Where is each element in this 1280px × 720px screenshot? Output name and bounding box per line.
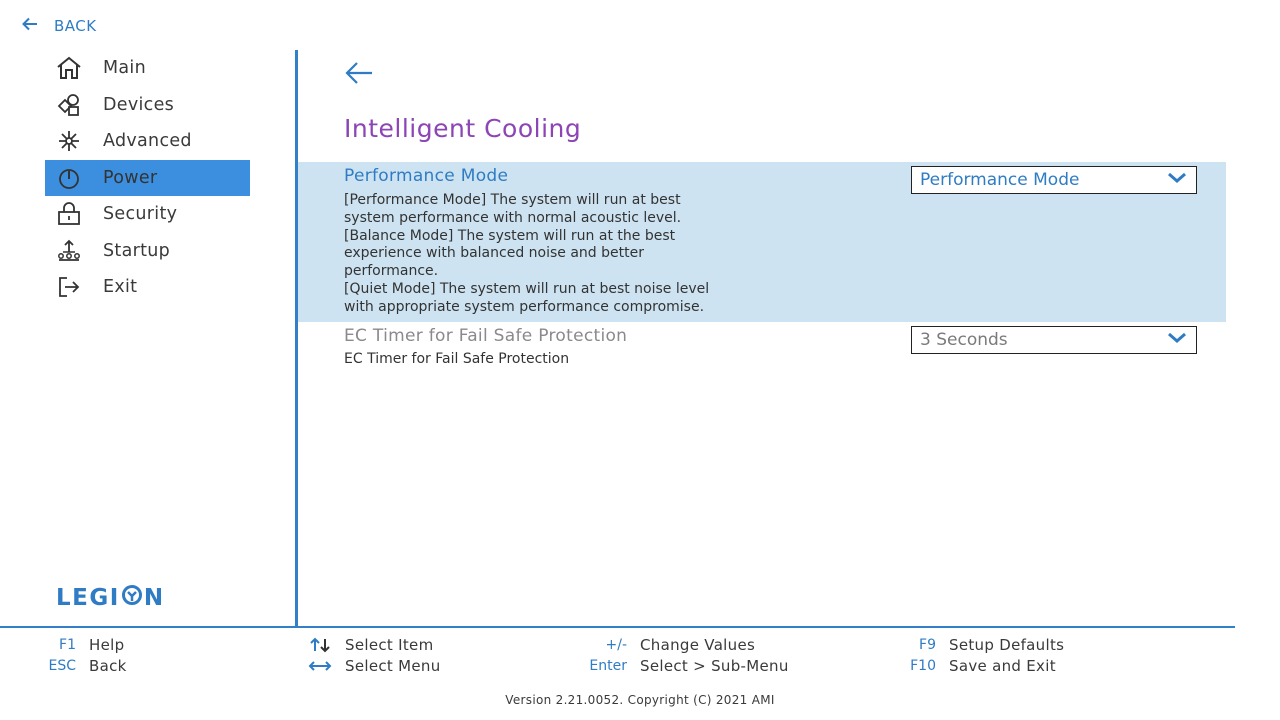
up-down-arrows-icon [308, 637, 332, 657]
sidebar-item-label: Power [103, 167, 158, 188]
back-arrow-icon [342, 73, 376, 92]
sidebar-item-label: Startup [103, 240, 171, 261]
logo-o-icon [120, 584, 144, 612]
key-select-menu-desc: Select Menu [345, 657, 441, 675]
top-back-button[interactable] [20, 14, 97, 38]
sidebar-item-devices[interactable] [45, 87, 250, 124]
page-title: Intelligent Cooling [344, 114, 582, 143]
page-back-button[interactable] [342, 58, 376, 88]
home-icon [53, 55, 85, 81]
sidebar-divider [295, 50, 298, 628]
left-right-arrows-icon [308, 658, 332, 678]
key-enter-desc: Select > Sub-Menu [640, 657, 789, 675]
key-plus-minus: +/- [605, 637, 627, 653]
description-line: performance. [344, 263, 439, 280]
ec-timer-select[interactable] [911, 326, 1197, 354]
key-f9: F9 [919, 637, 936, 653]
sidebar-item-label: Security [103, 204, 178, 225]
version-text: Version 2.21.0052. Copyright (C) 2021 AMI [505, 693, 775, 707]
sidebar-item-main[interactable] [45, 50, 250, 87]
performance-mode-label[interactable]: Performance Mode [344, 166, 509, 186]
key-f9-desc: Setup Defaults [949, 636, 1065, 654]
advanced-icon [53, 128, 85, 154]
description-line: [Performance Mode] The system will run at best [344, 192, 681, 208]
key-f10-desc: Save and Exit [949, 657, 1056, 675]
key-f1-desc: Help [89, 636, 125, 654]
sidebar-item-label: Main [103, 58, 146, 79]
sidebar-item-security[interactable] [45, 196, 250, 233]
performance-mode-select[interactable] [911, 166, 1197, 194]
ec-timer-label[interactable]: EC Timer for Fail Safe Protection [344, 326, 628, 346]
select-value: Performance Mode [920, 170, 1080, 190]
chevron-down-icon [1166, 330, 1188, 350]
description-line: with appropriate system performance compromise. [344, 298, 705, 315]
logo-text-end: N [143, 585, 165, 611]
description-line: [Quiet Mode] The system will run at best noise level [344, 280, 710, 297]
key-select-item-desc: Select Item [345, 636, 434, 654]
description-line: [Balance Mode] The system will run at the best [344, 227, 676, 244]
sidebar-item-label: Devices [103, 94, 175, 115]
sidebar-item-exit[interactable] [45, 269, 250, 306]
exit-icon [53, 274, 85, 300]
sidebar-item-label: Advanced [103, 131, 192, 152]
back-arrow-icon [20, 14, 40, 38]
key-enter: Enter [589, 658, 627, 674]
power-icon [53, 165, 85, 191]
sidebar-item-power[interactable] [45, 160, 250, 197]
key-f10: F10 [910, 658, 936, 674]
key-change-values-desc: Change Values [640, 636, 756, 654]
logo-text-start: LEGI [56, 585, 120, 611]
select-value: 3 Seconds [920, 330, 1008, 350]
legion-logo [56, 584, 165, 612]
performance-mode-description [344, 192, 814, 317]
sidebar-item-advanced[interactable] [45, 123, 250, 160]
devices-icon [53, 92, 85, 118]
ec-timer-description: EC Timer for Fail Safe Protection [344, 351, 570, 367]
sidebar-item-startup[interactable] [45, 233, 250, 270]
chevron-down-icon [1166, 170, 1188, 190]
footer-divider [0, 626, 1235, 628]
description-line: system performance with normal acoustic level. [344, 209, 682, 226]
description-line: experience with balanced noise and better [344, 245, 644, 262]
lock-icon [53, 201, 85, 227]
sidebar-item-label: Exit [103, 277, 138, 298]
sidebar-nav [45, 50, 250, 306]
key-esc: ESC [48, 658, 76, 674]
back-label: BACK [54, 17, 97, 35]
startup-icon [53, 238, 85, 264]
key-f1: F1 [59, 637, 76, 653]
key-esc-desc: Back [89, 657, 127, 675]
